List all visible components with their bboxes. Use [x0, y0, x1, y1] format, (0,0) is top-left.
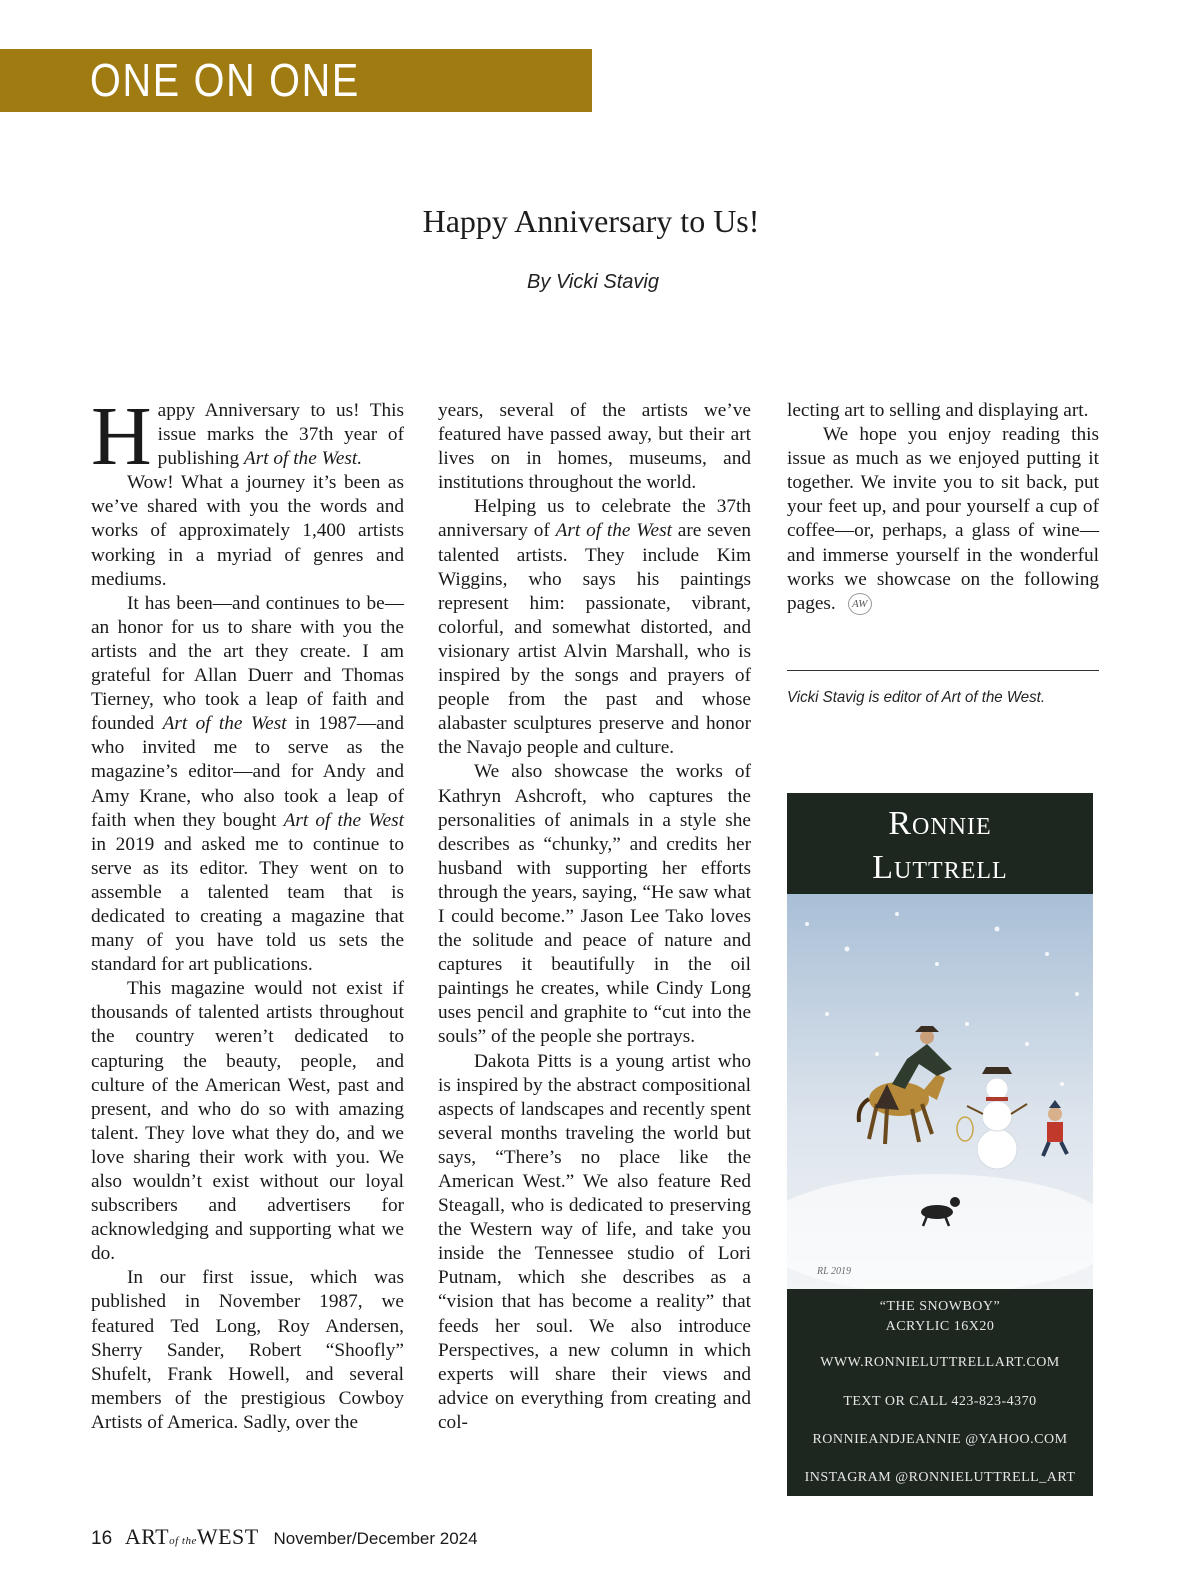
- paragraph: Happy Anniversary to us! This issue marks the 37th year of publishing Art of the West.: [91, 390, 404, 483]
- page-footer: [91, 1524, 478, 1550]
- divider: [787, 670, 1099, 671]
- paragraph: lecting art to selling and displaying art.: [787, 400, 1089, 421]
- ad-painting-image: [787, 894, 1093, 1289]
- paragraph: In our first issue, which was published in November 1987, we featured Ted Long, Roy Andersen, Sherry Sander, Robert “Shoofly” Shufelt, Frank Howell, and several members of the prestigious Cowboy Artists of America. Sadly, over the: [91, 1267, 404, 1433]
- ad-website-link[interactable]: WWW.RONNIELUTTRELLART.COM: [820, 1355, 1060, 1370]
- paragraph: Dakota Pitts is a young artist who is inspired by the abstract compositional aspects of landscapes and recently spent several months traveling the world but says, “There’s no place like the American West.” We also feature Red Steagall, who is dedicated to preserving the Western way of life, and take you inside the Tennessee studio of Lori Putnam, which she describes as a “vision that has become a reality” that feeds her soul. We also introduce Perspectives, a new column in which experts will share their views and advice on everything from creating and col-: [438, 1050, 751, 1433]
- masthead-logo: ARTof theWEST: [124, 1524, 259, 1549]
- paragraph: We hope you enjoy reading this issue as much as we enjoyed putting it together. We invite you to sit back, put your feet up, and pour yourself a cup of coffee—or, perhaps, a glass of wine—and immerse yourself in the wonderful works we showcase on the following pages. AW: [787, 424, 1099, 614]
- article-headline: Happy Anniversary to Us!: [422, 203, 760, 239]
- page-number: 16: [91, 1528, 113, 1549]
- paragraph: years, several of the artists we’ve featured have passed away, but their art lives on in homes, museums, and institutions throughout the world.: [438, 400, 751, 494]
- ad-phone: TEXT OR CALL 423-823-4370: [843, 1394, 1037, 1409]
- paragraph: It has been—and continues to be—an honor for us to share with you the artists and the art they create. I am grateful for Allan Duerr and Thomas Tierney, who took a leap of faith and founded Art of the West in 1987—and who invited me to serve as the magazine’s editor—and for Andy and Amy Krane, who also took a leap of faith when they bought Art of the West in 2019 and asked me to continue to serve as its editor. They went on to assemble a talented team that is dedicated to creating a magazine that many of you have told us sets the standard for art publications.: [91, 592, 404, 976]
- paragraph: We also showcase the works of Kathryn Ashcroft, who captures the personalities of animals in a style she describes as “chunky,” and credits her husband with supporting her efforts through the years, saying, “He saw what I could become.” Jason Lee Tako loves the solitude and peace of nature and captures it beautifully in the oil paintings he creates, while Cindy Long uses pencil and graphite to “cut into the souls” of the people she portrays.: [438, 761, 751, 1048]
- author-bio: Vicki Stavig is editor of Art of the West.: [787, 689, 1046, 706]
- article-column-2: [438, 399, 751, 1435]
- issue-date: November/December 2024: [273, 1529, 478, 1548]
- advertisement[interactable]: [787, 793, 1093, 1496]
- paragraph: Wow! What a journey it’s been as we’ve shared with you the words and works of approximately 1,400 artists working in a myriad of genres and mediums.: [91, 472, 404, 590]
- end-mark-icon: AW: [848, 593, 872, 615]
- section-title: ONE ON ONE: [90, 54, 360, 106]
- article-byline: By Vicki Stavig: [527, 271, 659, 293]
- ad-medium: ACRYLIC 16X20: [885, 1319, 995, 1334]
- section-banner: [0, 49, 592, 112]
- svg-text:RL 2019: RL 2019: [817, 1266, 851, 1277]
- ad-email-link[interactable]: RONNIEANDJEANNIE @YAHOO.COM: [812, 1432, 1068, 1447]
- article-column-1: [91, 390, 404, 1435]
- article-column-3: [787, 399, 1099, 616]
- ad-artist-first-name: Ronnie: [888, 805, 992, 842]
- ad-artwork-title: “THE SNOWBOY”: [879, 1299, 1001, 1314]
- paragraph: Helping us to celebrate the 37th anniversary of Art of the West are seven talented artists. They include Kim Wiggins, who says his paintings represent him: passionate, vibrant, colorful, and somewhat distorted, and visionary artist Alvin Marshall, who is inspired by the songs and prayers of people from the past and whose alabaster sculptures preserve and honor the Navajo people and culture.: [438, 496, 752, 759]
- drop-cap: H: [91, 390, 152, 483]
- ad-artist-last-name: Luttrell: [872, 849, 1008, 886]
- paragraph: This magazine would not exist if thousands of talented artists throughout the country weren’t dedicated to capturing the beauty, people, and culture of the American West, past and present, and who do so with amazing talent. They love what they do, and we love sharing their work with you. We also wouldn’t exist without our loyal subscribers and advertisers for acknowledging and supporting what we do.: [91, 978, 404, 1265]
- ad-instagram-link[interactable]: INSTAGRAM @RONNIELUTTRELL_ART: [804, 1470, 1076, 1485]
